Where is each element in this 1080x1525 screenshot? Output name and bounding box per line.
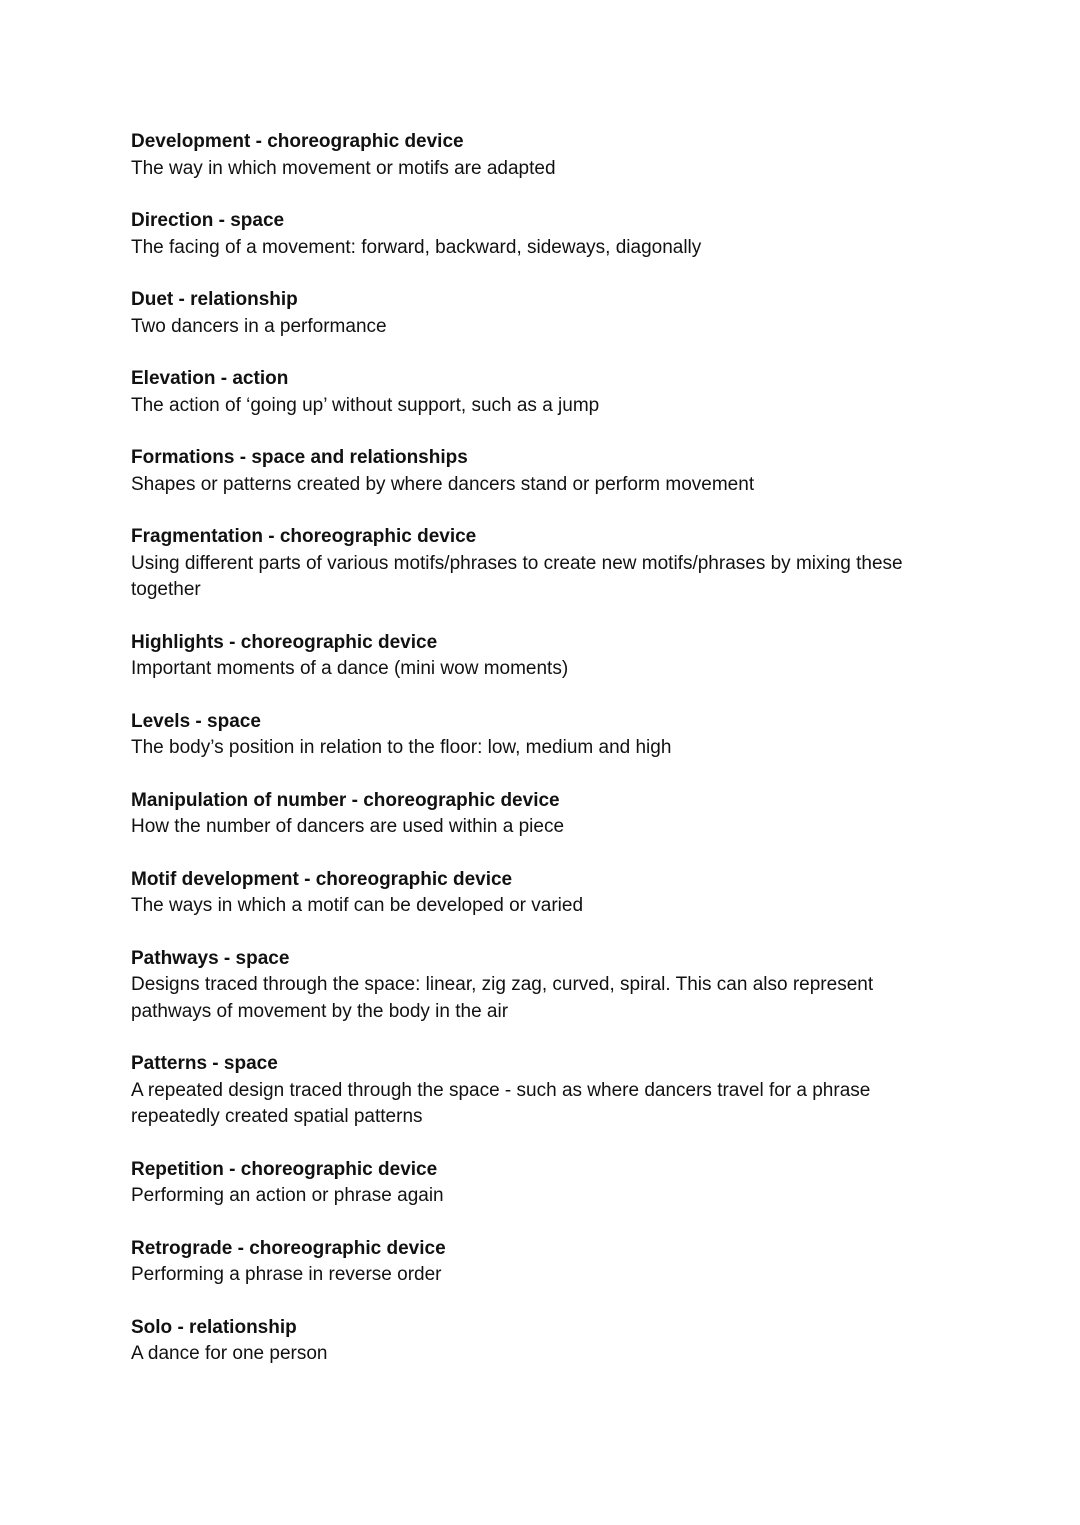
glossary-entry: [131, 788, 951, 841]
glossary-entry: [131, 1315, 951, 1368]
glossary-entry: [131, 208, 951, 261]
glossary-term: Pathways - space: [131, 947, 290, 969]
glossary-entry: [131, 366, 951, 419]
glossary-entry: [131, 287, 951, 340]
glossary-definition: Performing a phrase in reverse order: [131, 1264, 442, 1285]
glossary-definition: Designs traced through the space: linear, zig zag, curved, spiral. This can also represent pathways of movement by the body in the air: [131, 974, 874, 1022]
glossary-term: Direction - space: [131, 210, 285, 231]
glossary-entry: [131, 1157, 951, 1210]
glossary-definition: How the number of dancers are used within a piece: [131, 816, 565, 837]
glossary-term: Fragmentation - choreographic device: [131, 526, 477, 547]
glossary-definition: Performing an action or phrase again: [131, 1185, 444, 1206]
glossary-definition: The body’s position in relation to the floor: low, medium and high: [131, 737, 672, 758]
glossary-term: Repetition - choreographic device: [131, 1158, 438, 1180]
glossary-term: Motif development - choreographic device: [131, 868, 513, 890]
glossary-term: Retrograde - choreographic device: [131, 1237, 446, 1259]
glossary-entry: [131, 129, 951, 182]
glossary-term: Development - choreographic device: [131, 131, 464, 152]
glossary-term: Formations - space and relationships: [131, 447, 468, 468]
glossary-term: Patterns - space: [131, 1053, 278, 1074]
glossary-term: Manipulation of number - choreographic device: [131, 789, 560, 811]
glossary-definition: The action of ‘going up’ without support, such as a jump: [131, 394, 600, 416]
glossary-entry: [131, 946, 951, 1026]
glossary-page: [131, 129, 951, 1394]
glossary-entry: [131, 1236, 951, 1289]
glossary-definition: Shapes or patterns created by where dancers stand or perform movement: [131, 473, 755, 495]
glossary-definition: Two dancers in a performance: [131, 315, 387, 337]
glossary-definition: The ways in which a motif can be developed or varied: [131, 895, 584, 916]
glossary-entry: [131, 1051, 951, 1131]
glossary-term: Duet - relationship: [131, 289, 298, 310]
glossary-term: Highlights - choreographic device: [131, 631, 438, 653]
glossary-definition: A dance for one person: [131, 1343, 328, 1364]
glossary-term: Levels - space: [131, 710, 261, 732]
glossary-definition: Using different parts of various motifs/phrases to create new motifs/phrases by mixing these together: [131, 552, 903, 600]
glossary-entry: [131, 630, 951, 683]
glossary-entry: [131, 867, 951, 920]
glossary-term: Solo - relationship: [131, 1316, 297, 1338]
glossary-definition: Important moments of a dance (mini wow moments): [131, 658, 569, 679]
glossary-definition: The way in which movement or motifs are adapted: [131, 157, 556, 179]
glossary-entry: [131, 709, 951, 762]
glossary-term: Elevation - action: [131, 368, 289, 389]
glossary-entry: [131, 445, 951, 498]
glossary-definition: A repeated design traced through the space - such as where dancers travel for a phrase repeatedly created spatial patterns: [131, 1079, 871, 1127]
glossary-definition: The facing of a movement: forward, backward, sideways, diagonally: [131, 236, 702, 258]
glossary-entry: [131, 524, 951, 604]
